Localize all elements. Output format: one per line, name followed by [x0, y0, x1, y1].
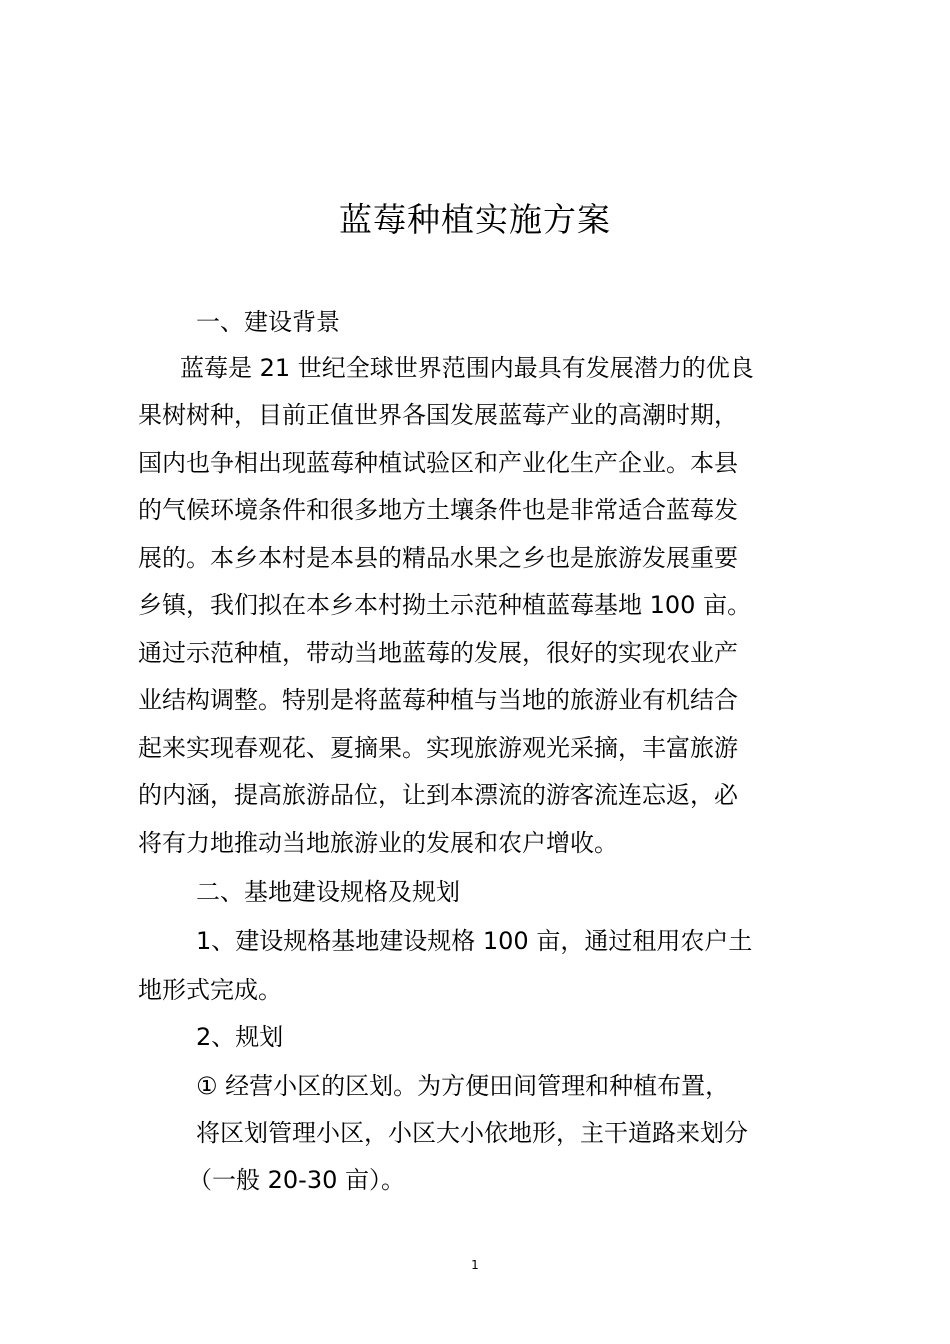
paragraph-line: 通过示范种植，带动当地蓝莓的发展，很好的实现农业产 [138, 639, 738, 667]
paragraph-line: 1、建设规格基地建设规格 100 亩，通过租用农户土 [196, 927, 753, 955]
document-title: 蓝莓种植实施方案 [339, 200, 611, 239]
list-item-line: 将区划管理小区，小区大小依地形，主干道路来划分 [196, 1119, 748, 1147]
page-number: 1 [471, 1258, 479, 1272]
paragraph-line: 的气候环境条件和很多地方土壤条件也是非常适合蓝莓发 [138, 496, 738, 524]
paragraph-line: 展的。本乡本村是本县的精品水果之乡也是旅游发展重要 [138, 544, 738, 572]
list-item-line: （一般 20-30 亩）。 [188, 1166, 405, 1194]
paragraph-line: 的内涵，提高旅游品位，让到本漂流的游客流连忘返，必 [138, 781, 738, 809]
paragraph-line: 乡镇，我们拟在本乡本村拗土示范种植蓝莓基地 100 亩。 [138, 591, 752, 619]
paragraph-line: 将有力地推动当地旅游业的发展和农户增收。 [138, 829, 618, 857]
paragraph-line: 地形式完成。 [138, 976, 282, 1004]
section-heading-planning: 二、基地建设规格及规划 [196, 878, 460, 906]
paragraph-line: 业结构调整。特别是将蓝莓种植与当地的旅游业有机结合 [138, 686, 738, 714]
paragraph-line: 起来实现春观花、夏摘果。实现旅游观光采摘，丰富旅游 [138, 734, 738, 762]
list-item-line: ① 经营小区的区划。为方便田间管理和种植布置， [196, 1072, 730, 1100]
paragraph-line: 国内也争相出现蓝莓种植试验区和产业化生产企业。本县 [138, 449, 738, 477]
paragraph-line: 蓝莓是 21 世纪全球世界范围内最具有发展潜力的优良 [180, 354, 754, 382]
paragraph-line: 果树树种，目前正值世界各国发展蓝莓产业的高潮时期， [138, 401, 738, 429]
section-heading-background: 一、建设背景 [196, 308, 340, 336]
subsection-heading: 2、规划 [196, 1023, 284, 1051]
